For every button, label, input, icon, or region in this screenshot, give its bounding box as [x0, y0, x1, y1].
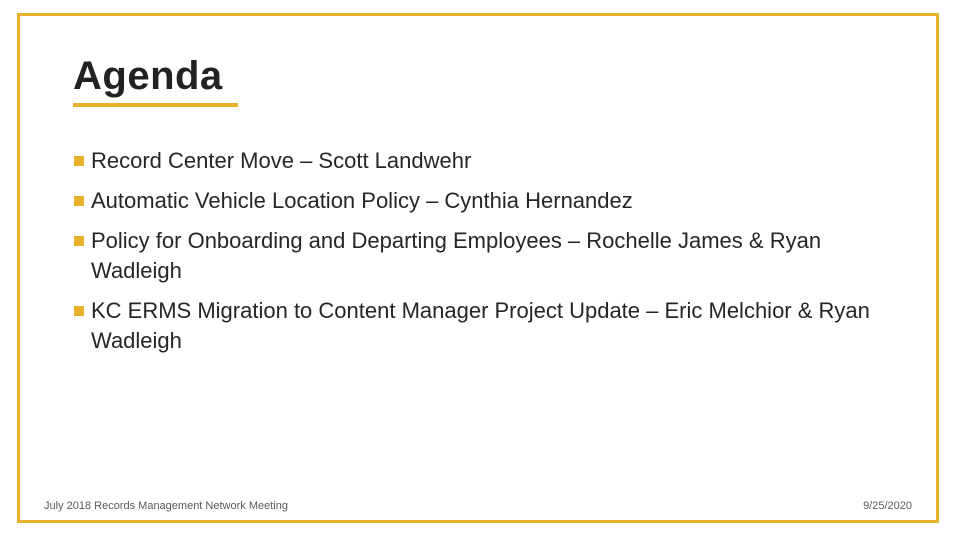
agenda-list — [73, 146, 893, 366]
agenda-item-text: Automatic Vehicle Location Policy – Cynthia Hernandez — [91, 188, 633, 213]
square-bullet-icon — [74, 156, 84, 166]
agenda-item-text: Policy for Onboarding and Departing Employees – Rochelle James & Ryan Wadleigh — [91, 228, 822, 283]
agenda-item — [73, 186, 893, 216]
agenda-item-text: KC ERMS Migration to Content Manager Project Update – Eric Melchior & Ryan Wadleigh — [91, 298, 870, 353]
agenda-item-text: Record Center Move – Scott Landwehr — [91, 148, 472, 173]
agenda-item — [73, 296, 893, 356]
square-bullet-icon — [74, 306, 84, 316]
square-bullet-icon — [74, 196, 84, 206]
title-underline — [73, 103, 238, 107]
agenda-item — [73, 146, 893, 176]
slide-title: Agenda — [73, 54, 223, 98]
footer-date: 9/25/2020 — [863, 500, 912, 512]
square-bullet-icon — [74, 236, 84, 246]
footer-meeting-name: July 2018 Records Management Network Meeting — [44, 500, 288, 512]
agenda-item — [73, 226, 893, 286]
